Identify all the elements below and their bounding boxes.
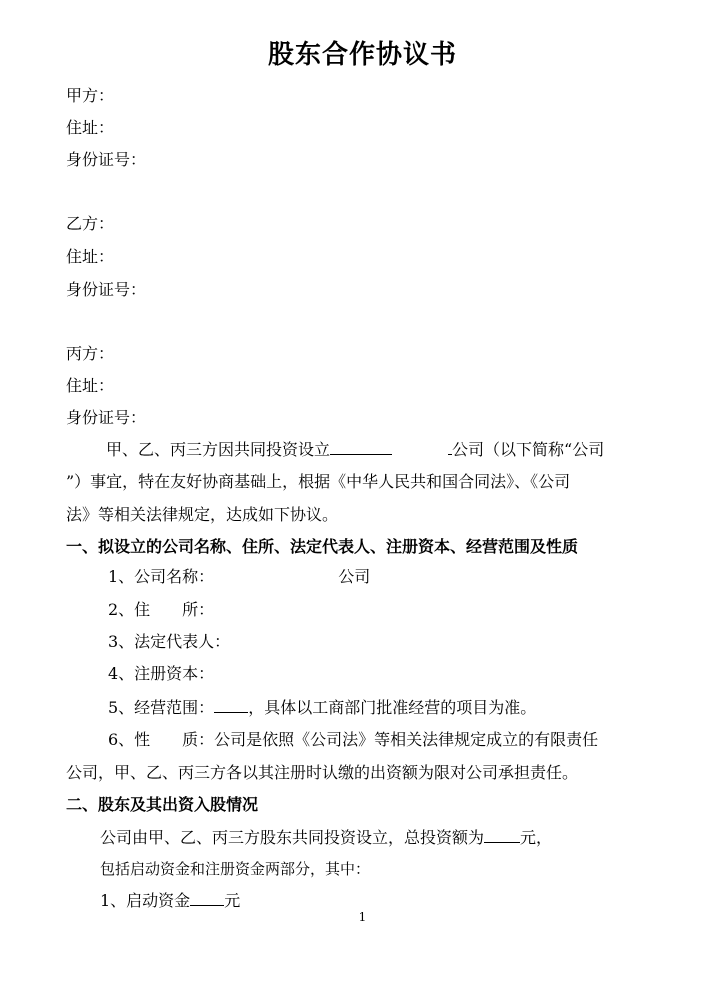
startup-capital-unit: 元: [224, 891, 241, 910]
section-1-item-2: 2、住 所：: [108, 600, 215, 619]
company-name-blank: [330, 438, 392, 455]
business-scope-blank: [214, 696, 248, 713]
business-scope-label: 5、经营范围：: [108, 698, 215, 717]
document-title: 股东合作协议书: [267, 40, 457, 70]
party-c-address: 住址：: [66, 376, 115, 395]
section-1-heading: 一、拟设立的公司名称、住所、法定代表人、注册资本、经营范围及性质: [66, 537, 579, 556]
section-2-heading: 二、股东及其出资入股情况: [66, 795, 259, 814]
company-name-label: 1、公司名称：: [108, 567, 215, 586]
section-1-item-4: 4、注册资本：: [108, 664, 215, 683]
party-a-id: 身份证号：: [66, 150, 147, 169]
page-number: 1: [358, 910, 367, 924]
company-name-value: 公司: [338, 567, 371, 586]
startup-capital-blank: [190, 889, 224, 906]
section-2-para-2: 包括启动资金和注册资金两部分，其中：: [100, 860, 371, 878]
intro-line-3: 法》等相关法律规定，达成如下协议。: [66, 505, 339, 524]
intro-line-1: [106, 438, 604, 460]
section-1-item-1: [108, 567, 370, 587]
party-c-label: 丙方：: [66, 344, 115, 363]
party-c-id: 身份证号：: [66, 408, 147, 427]
section-1-item-5: [108, 696, 536, 718]
section-1-item-3: 3、法定代表人：: [108, 632, 231, 651]
party-a-address: 住址：: [66, 118, 115, 137]
total-investment-text: 公司由甲、乙、丙三方股东共同投资设立，总投资额为: [100, 828, 485, 847]
intro-line-2: ”）事宜，特在友好协商基础上，根据《中华人民共和国合同法》、《公司: [66, 472, 571, 491]
business-scope-text: ，具体以工商部门批准经营的项目为准。: [248, 698, 537, 717]
section-1-item-6-line-1: 6、性 质：公司是依照《公司法》等相关法律规定成立的有限责任: [108, 730, 599, 749]
total-investment-blank: [484, 826, 520, 843]
section-1-item-6-line-2: 公司，甲、乙、丙三方各以其注册时认缴的出资额为限对公司承担责任。: [66, 763, 579, 782]
section-2-para-1: [100, 826, 552, 848]
intro-line-1-post: 公司（以下简称“公司: [452, 440, 605, 459]
party-b-label: 乙方：: [66, 214, 115, 233]
party-b-id: 身份证号：: [66, 280, 147, 299]
section-2-item-1: [100, 889, 240, 911]
party-a-label: 甲方：: [66, 86, 115, 105]
total-investment-unit: 元，: [520, 828, 553, 847]
startup-capital-label: 1、启动资金: [100, 891, 191, 910]
party-b-address: 住址：: [66, 247, 115, 266]
intro-line-1-pre: 甲、乙、丙三方因共同投资设立: [106, 440, 331, 459]
